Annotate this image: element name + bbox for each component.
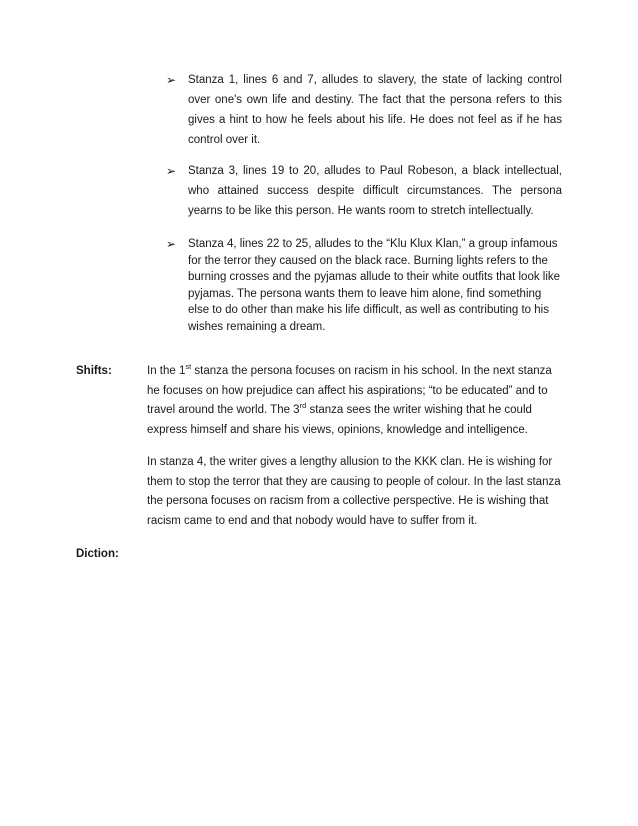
bullet-item — [166, 161, 562, 221]
bullet-text: Stanza 1, lines 6 and 7, alludes to slavery, the state of lacking control over one's own life and destiny. The fact that the persona refers to this gives a hint to how he feels about his life. He does not feel as if he has control over it. — [188, 74, 562, 146]
shifts-body — [147, 362, 567, 531]
arrow-bullet-icon: ➢ — [166, 73, 177, 87]
shifts-paragraph-2: In stanza 4, the writer gives a lengthy allusion to the KKK clan. He is wishing for them to stop the terror that they are causing to people of colour. In the last stanza the persona focuses on racism from a collective perspective. He is wishing that racism came to end and that nobody would have to suffer from it. — [147, 456, 561, 527]
arrow-bullet-icon: ➢ — [166, 164, 177, 178]
arrow-bullet-icon: ➢ — [166, 237, 177, 251]
bullet-text: Stanza 3, lines 19 to 20, alludes to Paul Robeson, a black intellectual, who attained success despite difficult circumstances. The persona yearns to be like this person. He wants room to stretch intellectually. — [188, 165, 562, 217]
diction-label: Diction: — [76, 548, 119, 560]
bullet-item — [166, 70, 562, 150]
shifts-label: Shifts: — [76, 365, 112, 377]
bullet-item — [166, 236, 562, 335]
bullet-text: Stanza 4, lines 22 to 25, alludes to the “Klu Klux Klan,” a group infamous for the terror they caused on the black race. Burning lights refers to the burning crosses and the pyjamas allude to their white outfits that look like pyjamas. The persona wants them to leave him alone, find something else to do other than make his life difficult, as well as contributing to his wishes remaining a dream. — [188, 238, 561, 333]
shifts-paragraph-1: In the 1st stanza the persona focuses on racism in his school. In the next stanza he focuses on how prejudice can affect his aspirations; “to be educated” and to travel around the world. The 3rd stanza sees the writer wishing that he could express himself and share his views, opinions, knowledge and intelligence. — [147, 362, 552, 436]
